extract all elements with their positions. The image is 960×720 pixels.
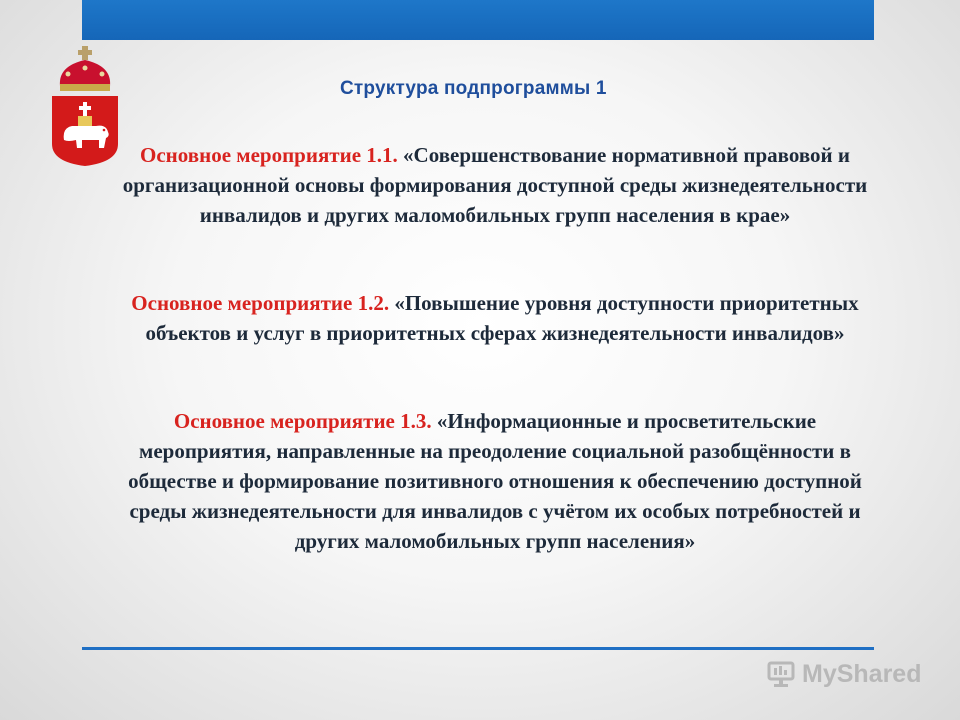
program-item-1 (110, 140, 880, 230)
program-item-2-text: «Повышение уровня доступности приоритетных объектов и услуг в приоритетных сферах жизнедеятельности инвалидов» (145, 291, 859, 345)
program-item-3-lead: Основное мероприятие 1.3. (173, 409, 432, 433)
program-item-1-text: «Совершенствование нормативной правовой и организационной основы формирования доступной среды жизнедеятельности инвалидов и других маломобильных групп населения в крае» (122, 143, 868, 227)
program-item-2 (110, 288, 880, 348)
presentation-board-icon (766, 660, 796, 688)
watermark-text: MyShared (802, 659, 922, 688)
program-item-1-lead: Основное мероприятие 1.1. (140, 143, 398, 167)
program-item-2-lead: Основное мероприятие 1.2. (131, 291, 390, 315)
myshared-watermark (766, 654, 921, 694)
program-item-3-text: «Информационные и просветительские мероприятия, направленные на преодоление социальной разобщённости в обществе и формирование позитивного отношения к обеспечению доступной среды жизнедеятельности для инвалидов с учётом их особых потребностей и других маломобильных групп населения» (128, 409, 862, 553)
top-accent-bar (82, 0, 874, 40)
slide-title: Структура подпрограммы 1 (340, 78, 607, 99)
program-item-3 (110, 406, 880, 556)
bottom-divider (82, 647, 874, 650)
